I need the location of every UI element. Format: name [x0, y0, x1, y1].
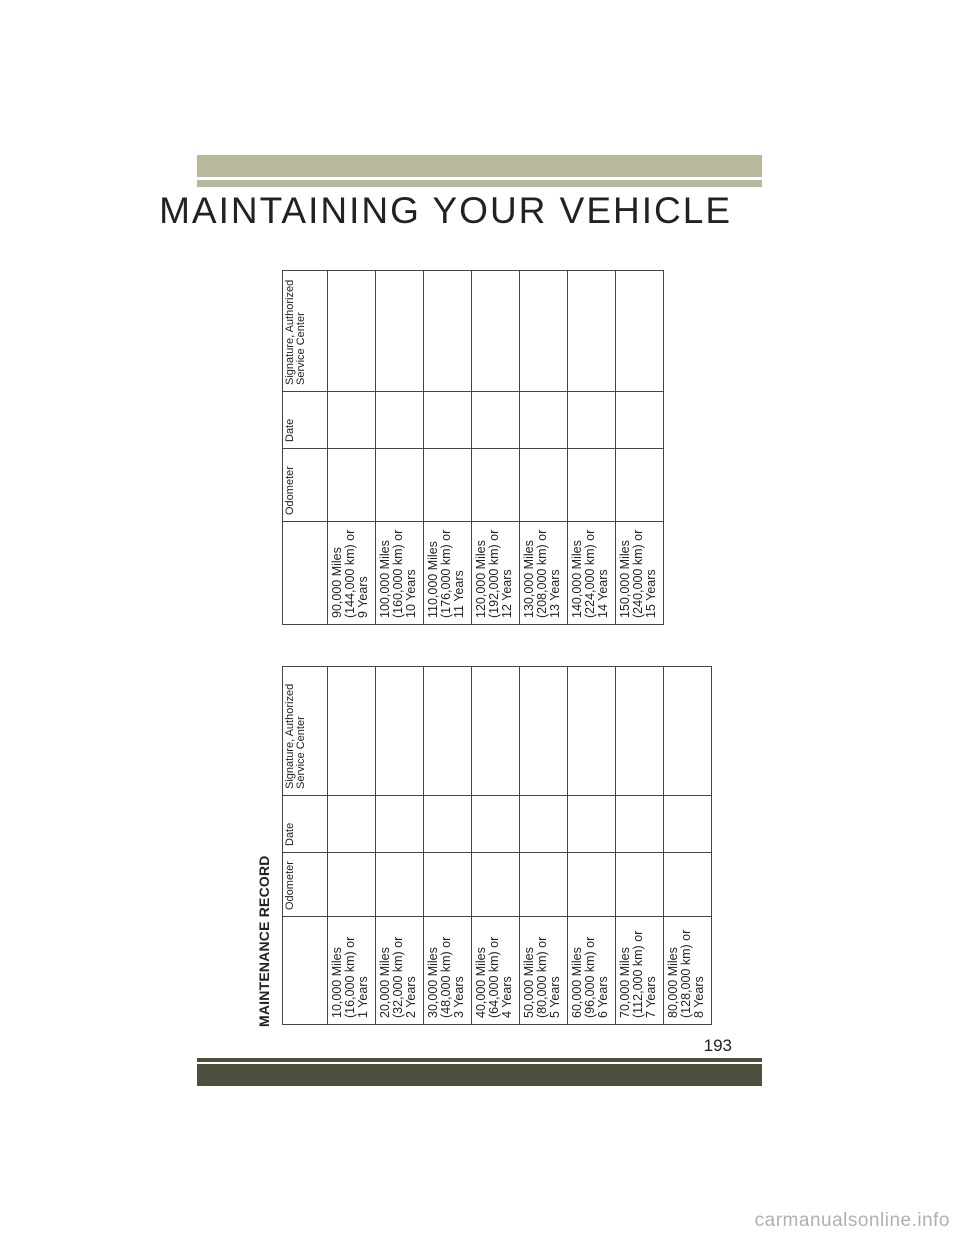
table-row [424, 667, 472, 1025]
date-cell [616, 796, 664, 853]
signature-cell [376, 667, 424, 796]
interval-label-line: (96,000 km) or [583, 936, 597, 1018]
date-cell [424, 392, 472, 449]
date-cell [328, 392, 376, 449]
date-cell [376, 392, 424, 449]
interval-label-line: 11 Years [452, 570, 466, 618]
table-row [616, 271, 664, 625]
maintenance-table-right [282, 270, 664, 625]
interval-label-line: (80,000 km) or [535, 936, 549, 1018]
table-row [568, 271, 616, 625]
date-cell [376, 796, 424, 853]
interval-label-line: (112,000 km) or [631, 930, 645, 1018]
header-rule [197, 180, 762, 187]
interval-label-line: (160,000 km) or [391, 529, 405, 618]
interval-label-line: (16,000 km) or [343, 936, 357, 1018]
signature-cell [616, 271, 664, 392]
footer-bar [197, 1064, 762, 1086]
table-row [424, 271, 472, 625]
table-row [520, 271, 568, 625]
interval-label [424, 522, 472, 625]
interval-label-line: (48,000 km) or [439, 936, 453, 1018]
column-header [283, 522, 328, 625]
odometer-cell [424, 449, 472, 522]
signature-cell [328, 667, 376, 796]
interval-label-line: 4 Years [500, 976, 514, 1018]
interval-label-line: (176,000 km) or [439, 529, 453, 618]
odometer-cell [520, 853, 568, 917]
odometer-cell [376, 449, 424, 522]
table-header-row [283, 271, 328, 625]
interval-label-line: 140,000 Miles [570, 540, 584, 618]
table-row [472, 667, 520, 1025]
section-heading: MAINTENANCE RECORD [256, 855, 272, 1027]
interval-label-line: 15 Years [644, 569, 658, 618]
interval-label-line: (192,000 km) or [487, 529, 501, 618]
interval-label-line: (208,000 km) or [535, 529, 549, 618]
odometer-cell [328, 853, 376, 917]
table-row [520, 667, 568, 1025]
signature-cell [568, 271, 616, 392]
signature-cell [664, 667, 712, 796]
signature-cell [616, 667, 664, 796]
interval-label [328, 917, 376, 1025]
interval-label-line: 3 Years [452, 976, 466, 1018]
interval-label-line: 2 Years [404, 976, 418, 1018]
column-header: Date [283, 392, 328, 449]
column-header: Odometer [283, 449, 328, 522]
interval-label-line: 120,000 Miles [474, 540, 488, 618]
interval-label [520, 917, 568, 1025]
signature-cell [424, 667, 472, 796]
table-row [328, 271, 376, 625]
footer-rule [197, 1058, 762, 1062]
odometer-cell [664, 853, 712, 917]
odometer-cell [424, 853, 472, 917]
interval-label-line: 80,000 Miles [666, 947, 680, 1018]
maintenance-table-left [282, 666, 712, 1025]
odometer-cell [616, 449, 664, 522]
maintenance-table [282, 666, 712, 1025]
interval-label-line: 5 Years [548, 976, 562, 1018]
interval-label-line: (224,000 km) or [583, 529, 597, 618]
interval-label-line: 110,000 Miles [426, 541, 440, 618]
interval-label-line: 8 Years [692, 976, 706, 1018]
interval-label [616, 522, 664, 625]
signature-cell [520, 271, 568, 392]
interval-label [376, 917, 424, 1025]
interval-label-line: 1 Years [356, 976, 370, 1018]
interval-label-line: 90,000 Miles [330, 547, 344, 618]
maintenance-table [282, 270, 664, 625]
interval-label-line: 6 Years [596, 976, 610, 1018]
header-bar [197, 155, 762, 177]
interval-label-line: (240,000 km) or [631, 529, 645, 618]
interval-label-line: 50,000 Miles [522, 947, 536, 1018]
interval-label-line: 100,000 Miles [378, 540, 392, 618]
interval-label [472, 917, 520, 1025]
table-row [664, 667, 712, 1025]
interval-label-line: 10 Years [404, 569, 418, 618]
interval-label-line: 20,000 Miles [378, 947, 392, 1018]
table-row [616, 667, 664, 1025]
interval-label-line: 13 Years [548, 569, 562, 618]
interval-label-line: 7 Years [644, 976, 658, 1018]
odometer-cell [472, 853, 520, 917]
interval-label [616, 917, 664, 1025]
signature-cell [568, 667, 616, 796]
date-cell [472, 392, 520, 449]
date-cell [472, 796, 520, 853]
date-cell [568, 796, 616, 853]
interval-label-line: 70,000 Miles [618, 947, 632, 1018]
signature-cell [376, 271, 424, 392]
table-row [376, 271, 424, 625]
interval-label-line: 60,000 Miles [570, 947, 584, 1018]
interval-label-line: 14 Years [596, 569, 610, 618]
interval-label [664, 917, 712, 1025]
interval-label-line: 30,000 Miles [426, 947, 440, 1018]
date-cell [328, 796, 376, 853]
date-cell [520, 392, 568, 449]
date-cell [616, 392, 664, 449]
interval-label [568, 522, 616, 625]
odometer-cell [568, 853, 616, 917]
page-number: 193 [703, 1036, 732, 1055]
odometer-cell [472, 449, 520, 522]
interval-label [328, 522, 376, 625]
interval-label [472, 522, 520, 625]
date-cell [424, 796, 472, 853]
column-header: Date [283, 796, 328, 853]
table-row [472, 271, 520, 625]
column-header: Odometer [283, 853, 328, 917]
signature-cell [472, 271, 520, 392]
interval-label-line: 40,000 Miles [474, 947, 488, 1018]
interval-label-line: 9 Years [356, 576, 370, 618]
interval-label-line: 10,000 Miles [330, 947, 344, 1018]
interval-label [376, 522, 424, 625]
odometer-cell [520, 449, 568, 522]
odometer-cell [328, 449, 376, 522]
table-row [568, 667, 616, 1025]
table-header-row [283, 667, 328, 1025]
interval-label-line: (144,000 km) or [343, 529, 357, 618]
signature-cell [424, 271, 472, 392]
signature-cell [520, 667, 568, 796]
date-cell [568, 392, 616, 449]
interval-label [424, 917, 472, 1025]
odometer-cell [568, 449, 616, 522]
chapter-title: MAINTAINING YOUR VEHICLE [159, 190, 732, 231]
interval-label-line: (128,000 km) or [679, 929, 693, 1018]
watermark: carmanualsonline.info [754, 1210, 950, 1231]
signature-cell [472, 667, 520, 796]
column-header: Signature, Authorized Service Center [283, 271, 328, 392]
date-cell [520, 796, 568, 853]
signature-cell [328, 271, 376, 392]
interval-label [568, 917, 616, 1025]
odometer-cell [376, 853, 424, 917]
interval-label [520, 522, 568, 625]
interval-label-line: (64,000 km) or [487, 936, 501, 1018]
date-cell [664, 796, 712, 853]
column-header: Signature, Authorized Service Center [283, 667, 328, 796]
column-header [283, 917, 328, 1025]
interval-label-line: 12 Years [500, 569, 514, 618]
interval-label-line: 130,000 Miles [522, 540, 536, 618]
interval-label-line: 150,000 Miles [618, 540, 632, 618]
table-row [376, 667, 424, 1025]
table-row [328, 667, 376, 1025]
interval-label-line: (32,000 km) or [391, 936, 405, 1018]
odometer-cell [616, 853, 664, 917]
